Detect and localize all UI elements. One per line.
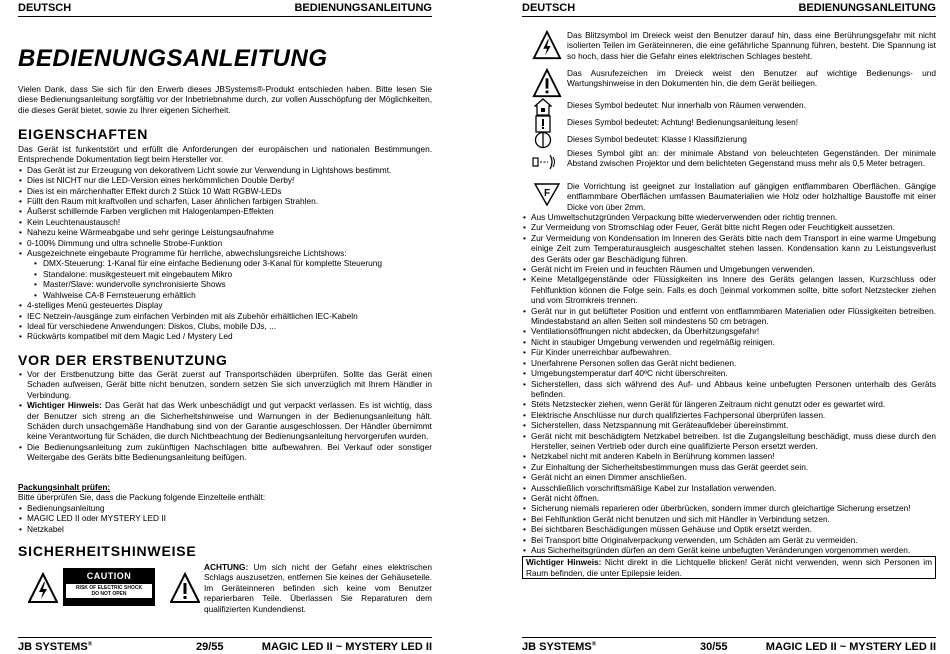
right-page <box>522 0 936 654</box>
lightning-triangle-icon <box>28 572 58 604</box>
feature-item: • Ausgezeichnete eingebaute Programme für herrliche, abwechslungsreiche Lichtshows: <box>18 248 432 258</box>
safety-item: • Gerät nur in gut belüfteter Position und entfernt von entflammbaren Materialien oder Flüssigkeiten betreiben. Mindestabstand an allen Seiten soll mindestens 50 cm betragen. <box>522 306 936 327</box>
footer-brand <box>18 641 92 653</box>
safety-item: • Bei Transport bitte Originalverpackung verwenden, um Schäden am Gerät zu vermeiden. <box>522 535 936 545</box>
intro-text: Vielen Dank, dass Sie sich für den Erwerb dieses JBSystems®-Produkt entschieden haben. Bitte lesen Sie diese Bedienungsanleitung sorgfältig vor der Inbetriebnahme durch, zur vollen Ausschöpfung der Möglichkeiten, die dieses Gerät bietet, sowie zu Ihrer eigenen Sicherheit. <box>18 84 432 115</box>
safety-item: • Sicherstellen, dass sich während des Auf- und Abbaus keine unbefugten Personen unterhalb des Geräts befinden. <box>522 379 936 400</box>
important-text: Das Gerät hat das Werk unbeschädigt und gut verpackt verlassen. Es ist wichtig, dass der Benutzer sich streng an die Sicherheitshinweise und Warnungen in der Bedienungsanleitung hält. Schäden durch unsachgemäße Handhabung sind von der Garantie ausgeschlossen. Der Händler übernimmt keine Verantwortung für Schäden, die durch Nichtbeachtung der Bedienungsanleitung hervorgerufen wurden. <box>27 400 432 442</box>
safety-item: • Zur Vermeidung von Kondensation im Inneren des Geräts bitte nach dem Transport in eine warme Umgebung einige Zeit zum Temperaturausgleich ausgeschaltet stehen lassen. Kondensation kann zu Leistungsverlust des Geräts oder gar Beschädigung führen. <box>522 233 936 264</box>
feature-subitem: • Standalone: musikgesteuert mit eingebautem Mikro <box>18 269 432 279</box>
symbol-description: Das Ausrufezeichen im Dreieck weist den Benutzer auf wichtige Bedienungs- und Wartungshinweise in den Dokumenten hin, die dem Gerät beiliegen. <box>567 68 936 89</box>
symbol-description: Dieses Symbol bedeutet: Nur innerhalb von Räumen verwenden. <box>567 100 806 110</box>
symbol-description: Dieses Symbol bedeutet: Klasse I Klassifizierung <box>567 134 747 144</box>
footer-page-number: 30/55 <box>700 641 728 653</box>
features-section <box>18 144 432 342</box>
caution-title: CAUTION <box>86 571 132 581</box>
footer-reg: ® <box>591 641 597 648</box>
feature-item: • Dies ist NICHT nur die LED-Version eines herkömmlichen Double Derby! <box>18 175 432 185</box>
feature-item: • Kein Leuchtenaustausch! <box>18 217 432 227</box>
feature-subitem: • DMX-Steuerung: 1-Kanal für eine einfache Bedienung oder 3-Kanal für komplette Steuerung <box>18 258 432 268</box>
safety-item: • Umgebungstemperatur darf 40ºC nicht überschreiten. <box>522 368 936 378</box>
feature-item: • 4-stelliges Menü gesteuertes Display <box>18 300 432 310</box>
warning-label: Wichtiger Hinweis: <box>526 557 602 568</box>
footer-reg: ® <box>87 641 93 648</box>
feature-item: • Ideal für verschiedene Anwendungen: Diskos, Clubs, mobile DJs, ... <box>18 321 432 331</box>
footer-brand <box>522 641 596 653</box>
page-footer <box>522 637 936 654</box>
feature-item: • Rückwärts kompatibel mit dem Magic Led / Mystery Led <box>18 331 432 341</box>
caution-line: RISK OF ELECTRIC SHOCK <box>75 585 143 591</box>
first-use-item: • Die Bedienungsanleitung zum zukünftigen Nachschlagen bitte aufbewahren. Bei Verkauf oder sonstiger Weitergabe des Geräts bitte Bedienungsanleitung beifügen. <box>18 442 432 463</box>
safety-item: • Zur Vermeidung von Stromschlag oder Feuer, Gerät bitte nicht Regen oder Feuchtigkeit aussetzen. <box>522 222 936 232</box>
exclamation-triangle-icon <box>170 572 200 604</box>
package-heading: Packungsinhalt prüfen: <box>18 482 111 492</box>
flammable-surface-icon <box>534 181 560 207</box>
left-page <box>18 0 432 654</box>
safety-item: • Bei sichtbaren Beschädigungen müssen Gehäuse und Optik ersetzt werden. <box>522 524 936 534</box>
exclamation-triangle-icon <box>532 68 562 98</box>
feature-item: • Nahezu keine Wärmeabgabe und sehr geringe Leistungsaufnahme <box>18 227 432 237</box>
package-intro: Bitte überprüfen Sie, dass die Packung folgende Einzelteile enthält: <box>18 492 266 503</box>
class-one-icon <box>534 131 552 149</box>
safety-item: • Sicherung niemals reparieren oder überbrücken, sondern immer durch gleichartige Sicherung ersetzen! <box>522 503 936 513</box>
feature-item: • Äußerst schillernde Farben verglichen mit Halogenlampen-Effekten <box>18 206 432 216</box>
attention-text: Um sich nicht der Gefahr eines elektrischen Schlags auszusetzen, entfernen Sie keines der Gehäuseteile. Im Geräteinneren befinden sich keine vom Benutzer reparierbaren Teile. Überlassen Sie Reparaturen dem qualifizierten Kundendienst. <box>204 562 432 614</box>
package-item: • MAGIC LED II oder MYSTERY LED II <box>18 513 432 523</box>
header-language: DEUTSCH <box>522 2 576 14</box>
safety-item: • Ventilationsöffnungen nicht abdecken, da Überhitzungsgefahr! <box>522 326 936 336</box>
caution-subtext <box>66 584 152 598</box>
min-distance-icon <box>532 152 558 172</box>
warning-text: Nicht direkt in die Lichtquelle blicken! Gerät nicht verwenden, wenn sich Personen im Raum befinden, die unter Epilepsie leiden. <box>526 557 932 578</box>
feature-item: • IEC Netzein-/ausgänge zum einfachen Verbinden mit als Zubehör erhältlichen IEC-Kabeln <box>18 311 432 321</box>
safety-item: • Ausschließlich vorschriftsmäßige Kabel zur Installation verwenden. <box>522 483 936 493</box>
attention-label: ACHTUNG: <box>204 562 249 572</box>
safety-item: • Stets Netzstecker ziehen, wenn Gerät für längeren Zeitraum nicht genutzt oder es gewartet wird. <box>522 399 936 409</box>
caution-line: DO NOT OPEN <box>91 591 127 597</box>
footer-model: MAGIC LED II ~ MYSTERY LED II <box>765 641 936 653</box>
package-item: • Bedienungsanleitung <box>18 503 432 513</box>
footer-brand-text: JB SYSTEMS <box>522 641 592 653</box>
package-section <box>18 482 432 534</box>
safety-heading: SICHERHEITSHINWEISE <box>18 543 197 559</box>
warning-box <box>522 556 936 579</box>
safety-item: • Netzkabel nicht mit anderen Kabeln in Berührung kommen lassen! <box>522 451 936 461</box>
safety-item: • Unerfahrene Personen sollen das Gerät nicht bedienen. <box>522 358 936 368</box>
symbol-description: Dieses Symbol bedeutet: Achtung! Bedienungsanleitung lesen! <box>567 117 799 127</box>
safety-list <box>522 212 936 555</box>
safety-item: • Sicherstellen, dass Netzspannung mit Geräteaufkleber übereinstimmt. <box>522 420 936 430</box>
svg-text:F: F <box>543 188 551 199</box>
safety-list-section <box>522 212 936 579</box>
feature-item: • Dies ist ein märchenhafter Effekt durch 2 Stück 10 Watt RGBW-LEDs <box>18 186 432 196</box>
safety-item: • Keine Metallgegenstände oder Flüssigkeiten ins Innere des Geräts gelangen lassen, Kurzschluss oder Fehlfunktion können die Folge sein. Falls es doch ▯einmal vorkommen sollte, bitte sofort Netzstecker ziehen und vom Stromkreis trennen. <box>522 274 936 305</box>
first-use-item <box>18 400 432 442</box>
safety-item: • Aus Sicherheitsgründen dürfen an dem Gerät keine unbefugten Veränderungen vorgenommen werden. <box>522 545 936 555</box>
indoor-use-icon <box>534 98 552 116</box>
intro-paragraph <box>18 84 432 115</box>
safety-item: • Elektrische Anschlüsse nur durch qualifiziertes Fachpersonal überprüfen lassen. <box>522 410 936 420</box>
lightning-triangle-icon <box>532 30 562 60</box>
header-title: BEDIENUNGSANLEITUNG <box>798 2 936 14</box>
features-intro: Das Gerät ist funkentstört und erfüllt die Anforderungen der europäischen und nationalen Bestimmungen. Entsprechende Dokumentation liegt beim Hersteller vor. <box>18 144 432 165</box>
feature-subitem: • Master/Slave: wundervolle synchronisierte Shows <box>18 279 432 289</box>
page-header <box>18 2 432 17</box>
symbol-description: Dieses Symbol gibt an: der minimale Abstand von beleuchteten Gegenständen. Der minimale Abstand zwischen Projektor und dem belichteten Gegenstand muss mehr als 0,5 Meter betragen. <box>567 148 936 169</box>
page-header <box>522 2 936 17</box>
feature-subitem: • Wahlweise CA-8 Fernsteuerung erhältlich <box>18 290 432 300</box>
feature-item: • Das Gerät ist zur Erzeugung von dekorativem Licht sowie zur Verwendung in Lightshows bestimmt. <box>18 165 432 175</box>
safety-item: • Gerät nicht mit beschädigtem Netzkabel betreiben. Ist die Zugangsleitung beschädigt, muss diese durch den Hersteller, seinen Vertrieb oder durch eine qualifizierte Person ersetzt werden. <box>522 431 936 452</box>
document-title: BEDIENUNGSANLEITUNG <box>18 45 328 72</box>
footer-brand-text: JB SYSTEMS <box>18 641 88 653</box>
safety-item: • Gerät nicht im Freien und in feuchten Räumen und Umgebungen verwenden. <box>522 264 936 274</box>
symbol-description: Das Blitzsymbol im Dreieck weist den Benutzer darauf hin, dass eine Berührungsgefahr mit nicht isolierten Teilen im Geräteinneren, die eine gefährliche Spannung führen, besteht. Die Spannung ist so hoch, dass hier die Gefahr eines elektrischen Schlages besteht. <box>567 30 936 61</box>
page-footer <box>18 637 432 654</box>
footer-page-number: 29/55 <box>196 641 224 653</box>
safety-item: • Aus Umweltschutzgründen Verpackung bitte wiederverwenden oder richtig trennen. <box>522 212 936 222</box>
package-item: • Netzkabel <box>18 524 432 534</box>
caution-label <box>63 568 155 606</box>
first-use-item: • Vor der Erstbenutzung bitte das Gerät zuerst auf Transportschäden überprüfen. Sollte das Gerät einen Schaden aufweisen, Gerät bitte nicht benutzen, sondern setzen Sie sich unverzüglich mit Ihrem Händler in Verbindung. <box>18 369 432 400</box>
safety-item: • Gerät nicht öffnen. <box>522 493 936 503</box>
feature-item: • 0-100% Dimmung und ultra schnelle Strobe-Funktion <box>18 238 432 248</box>
header-language: DEUTSCH <box>18 2 72 14</box>
safety-item: • Gerät nicht an einen Dimmer anschließen. <box>522 472 936 482</box>
safety-item: • Bei Fehlfunktion Gerät nicht benutzen und sich mit Händler in Verbindung setzen. <box>522 514 936 524</box>
header-title: BEDIENUNGSANLEITUNG <box>294 2 432 14</box>
first-use-heading: VOR DER ERSTBENUTZUNG <box>18 352 228 368</box>
safety-paragraph <box>204 562 432 614</box>
feature-item: • Füllt den Raum mit kraftvollen und scharfen, Laser ähnlichen farbigen Strahlen. <box>18 196 432 206</box>
safety-item: • Zur Einhaltung der Sicherheitsbestimmungen muss das Gerät geerdet sein. <box>522 462 936 472</box>
safety-item: • Nicht in staubiger Umgebung verwenden und regelmäßig reinigen. <box>522 337 936 347</box>
first-use-section <box>18 369 432 463</box>
features-heading: EIGENSCHAFTEN <box>18 126 149 142</box>
symbol-description: Die Vorrichtung ist geeignet zur Installation auf gängigen entflammbaren Oberflächen. Gängige entflammbare Oberflächen umfassen Baumaterialien wie Holz oder holzhaltige Baustoffe mit einer Dicke von über 2mm. <box>567 181 936 212</box>
footer-model: MAGIC LED II ~ MYSTERY LED II <box>261 641 432 653</box>
safety-item: • Für Kinder unerreichbar aufbewahren. <box>522 347 936 357</box>
important-label: Wichtiger Hinweis: <box>27 400 102 411</box>
